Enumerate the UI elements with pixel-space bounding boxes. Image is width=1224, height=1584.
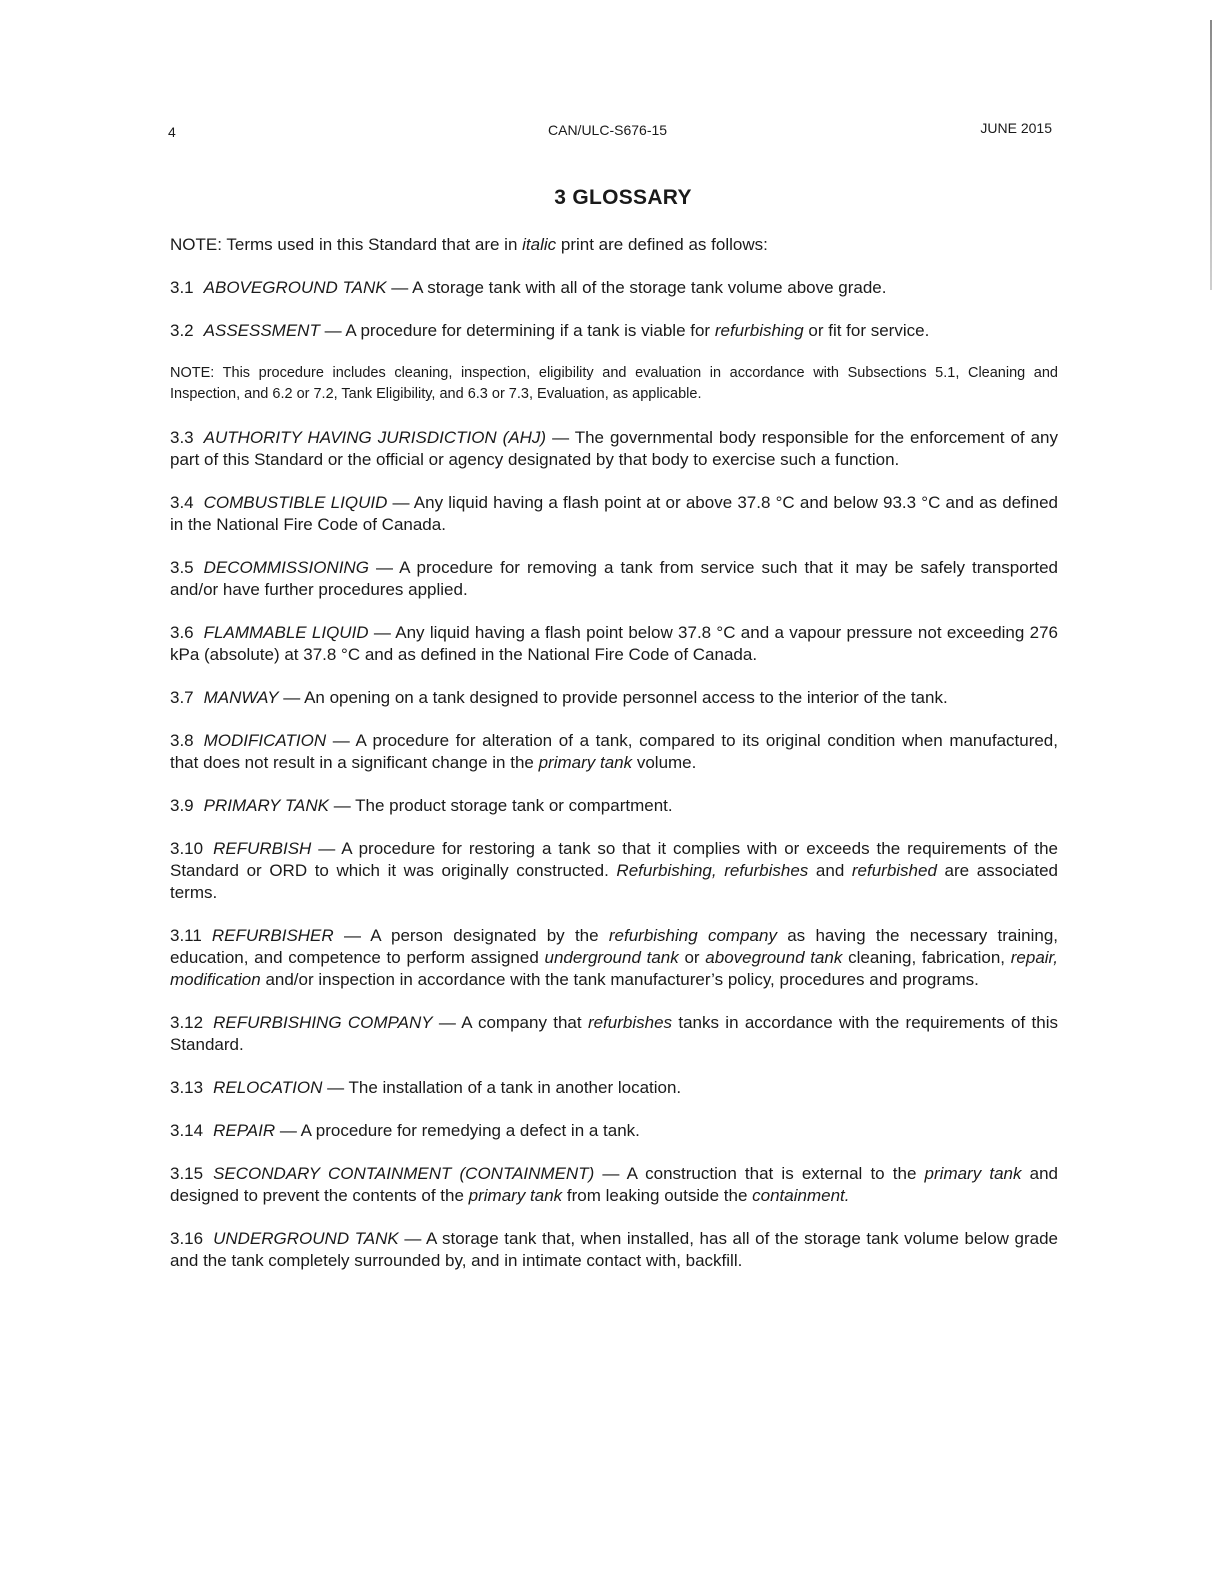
- definition-3-9: 3.9 PRIMARY TANK — The product storage tank or compartment.: [170, 796, 673, 815]
- term: UNDERGROUND TANK: [213, 1229, 399, 1248]
- term: MANWAY: [203, 688, 279, 707]
- definition-3-7: 3.7 MANWAY — An opening on a tank designed to provide personnel access to the interior of the tank.: [170, 688, 948, 707]
- definition-3-3: 3.3 AUTHORITY HAVING JURISDICTION (AHJ) — The governmental body responsible for the enforcement of any part of this Standard or the official or agency designated by that body to exercise such a function.: [170, 428, 1058, 469]
- term: ASSESSMENT: [203, 321, 320, 340]
- page-header: [168, 120, 1052, 140]
- definition-3-6: 3.6 FLAMMABLE LIQUID — Any liquid having a flash point below 37.8 °C and a vapour pressure not exceeding 276 kPa (absolute) at 37.8 °C and as defined in the National Fire Code of Canada.: [170, 623, 1059, 664]
- definition-3-4: 3.4 COMBUSTIBLE LIQUID — Any liquid having a flash point at or above 37.8 °C and below 93.3 °C and as defined in the National Fire Code of Canada.: [170, 493, 1058, 534]
- scan-page-edge: [1210, 20, 1212, 290]
- term: RELOCATION: [213, 1078, 323, 1097]
- term: REPAIR: [213, 1121, 276, 1140]
- term: MODIFICATION: [203, 731, 327, 750]
- definition-3-2: 3.2 ASSESSMENT — A procedure for determining if a tank is viable for refurbishing or fit for service.: [170, 321, 930, 340]
- document-code: CAN/ULC-S676-15: [548, 122, 668, 138]
- term: COMBUSTIBLE LIQUID: [203, 493, 388, 512]
- term: REFURBISHING COMPANY: [213, 1013, 433, 1032]
- term: AUTHORITY HAVING JURISDICTION (AHJ): [203, 428, 547, 447]
- definition-3-16: 3.16 UNDERGROUND TANK — A storage tank that, when installed, has all of the storage tank volume below grade and the tank completely surrounded by, and in intimate contact with, backfill.: [170, 1229, 1058, 1270]
- page-number: 4: [168, 124, 176, 140]
- term: ABOVEGROUND TANK: [203, 278, 387, 297]
- definition-3-15: 3.15 SECONDARY CONTAINMENT (CONTAINMENT) — A construction that is external to the primary tank and designed to prevent the contents of the primary tank from leaking outside the containment.: [170, 1164, 1059, 1205]
- definition-3-2-note: NOTE: This procedure includes cleaning, inspection, eligibility and evaluation in accordance with Subsections 5.1, Cleaning and Inspection, and 6.2 or 7.2, Tank Eligibility, and 6.3 or 7.3, Evaluation, as applicable.: [170, 365, 1058, 402]
- glossary-body: [170, 234, 1058, 1293]
- document-date: JUNE 2015: [980, 120, 1052, 136]
- intro-note: NOTE: Terms used in this Standard that are in italic print are defined as follows:: [170, 235, 768, 254]
- definition-3-1: 3.1 ABOVEGROUND TANK — A storage tank with all of the storage tank volume above grade.: [170, 278, 887, 297]
- term: REFURBISHER: [211, 926, 334, 945]
- definition-3-12: 3.12 REFURBISHING COMPANY — A company that refurbishes tanks in accordance with the requirements of this Standard.: [170, 1013, 1059, 1054]
- term: REFURBISH: [213, 839, 312, 858]
- definition-3-11: 3.11 REFURBISHER — A person designated by the refurbishing company as having the necessary training, education, and competence to perform assigned underground tank or aboveground tank cleaning, fabrication, repair, modification and/or inspection in accordance with the tank manufacturer’s policy, procedures and programs.: [170, 926, 1058, 989]
- term: FLAMMABLE LIQUID: [203, 623, 369, 642]
- definition-3-13: 3.13 RELOCATION — The installation of a tank in another location.: [170, 1078, 682, 1097]
- term: SECONDARY CONTAINMENT (CONTAINMENT): [213, 1164, 595, 1183]
- section-title: 3 GLOSSARY: [554, 186, 692, 209]
- term: DECOMMISSIONING: [203, 558, 369, 577]
- definition-3-10: 3.10 REFURBISH — A procedure for restoring a tank so that it complies with or exceeds the requirements of the Standard or ORD to which it was originally constructed. Refurbishing, refurbishes and refurbished are associated terms.: [170, 839, 1058, 902]
- definition-3-8: 3.8 MODIFICATION — A procedure for alteration of a tank, compared to its original condition when manufactured, that does not result in a significant change in the primary tank volume.: [170, 731, 1058, 772]
- definition-3-14: 3.14 REPAIR — A procedure for remedying a defect in a tank.: [170, 1121, 640, 1140]
- term: PRIMARY TANK: [203, 796, 329, 815]
- definition-3-5: 3.5 DECOMMISSIONING — A procedure for removing a tank from service such that it may be safely transported and/or have further procedures applied.: [170, 558, 1058, 599]
